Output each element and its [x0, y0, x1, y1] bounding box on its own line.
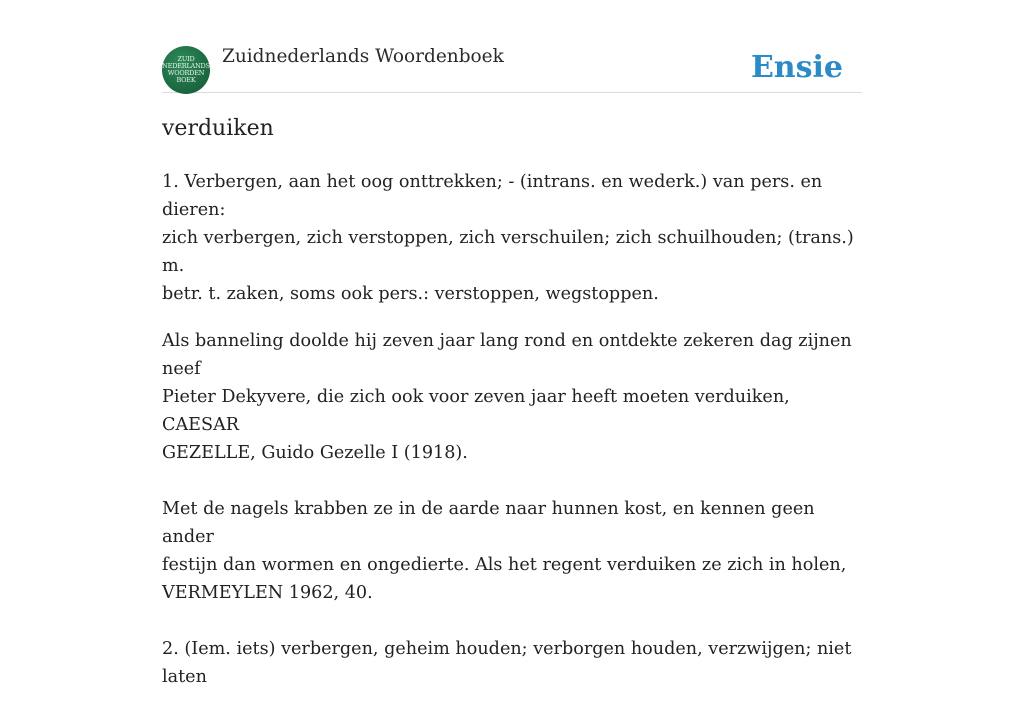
- example-quote-1: Als banneling doolde hij zeven jaar lang rond en ontdekte zekeren dag zijnen neef Pieter Dekyvere, die zich ook voor zeven jaar heeft moeten verduiken, CAESAR GEZELLE, Guido Gezelle I (1918).: [162, 331, 852, 463]
- site-header: [162, 46, 862, 93]
- entry-content: [162, 168, 862, 710]
- logo-line-4: BOEK: [176, 76, 196, 84]
- definition-1: 1. Verbergen, aan het oog onttrekken; - (intrans. en wederk.) van pers. en dieren: zich verbergen, zich verstoppen, zich verschuilen; zich schuilhouden; (trans.) m. betr. t. zaken, soms ook pers.: verstoppen, wegstoppen.: [162, 172, 854, 304]
- logo-line-3: WOORDEN: [167, 69, 205, 77]
- headword-title: verduiken: [162, 116, 274, 141]
- logo-line-1: ZUID: [177, 55, 195, 63]
- example-quote-2: Met de nagels krabben ze in de aarde naar hunnen kost, en kennen geen ander festijn dan wormen en ongedierte. Als het regent verduiken ze zich in holen, VERMEYLEN 1962, 40.: [162, 499, 847, 603]
- ensie-brand-link[interactable]: Ensie: [750, 50, 843, 85]
- dictionary-name-link[interactable]: Zuidnederlands Woordenboek: [222, 46, 504, 67]
- zuidnederlands-woordenboek-logo[interactable]: [162, 46, 210, 94]
- definition-2: 2. (Iem. iets) verbergen, geheim houden; verborgen houden, verzwijgen; niet laten: [162, 639, 852, 687]
- logo-line-2: NEDERLANDS: [162, 62, 210, 70]
